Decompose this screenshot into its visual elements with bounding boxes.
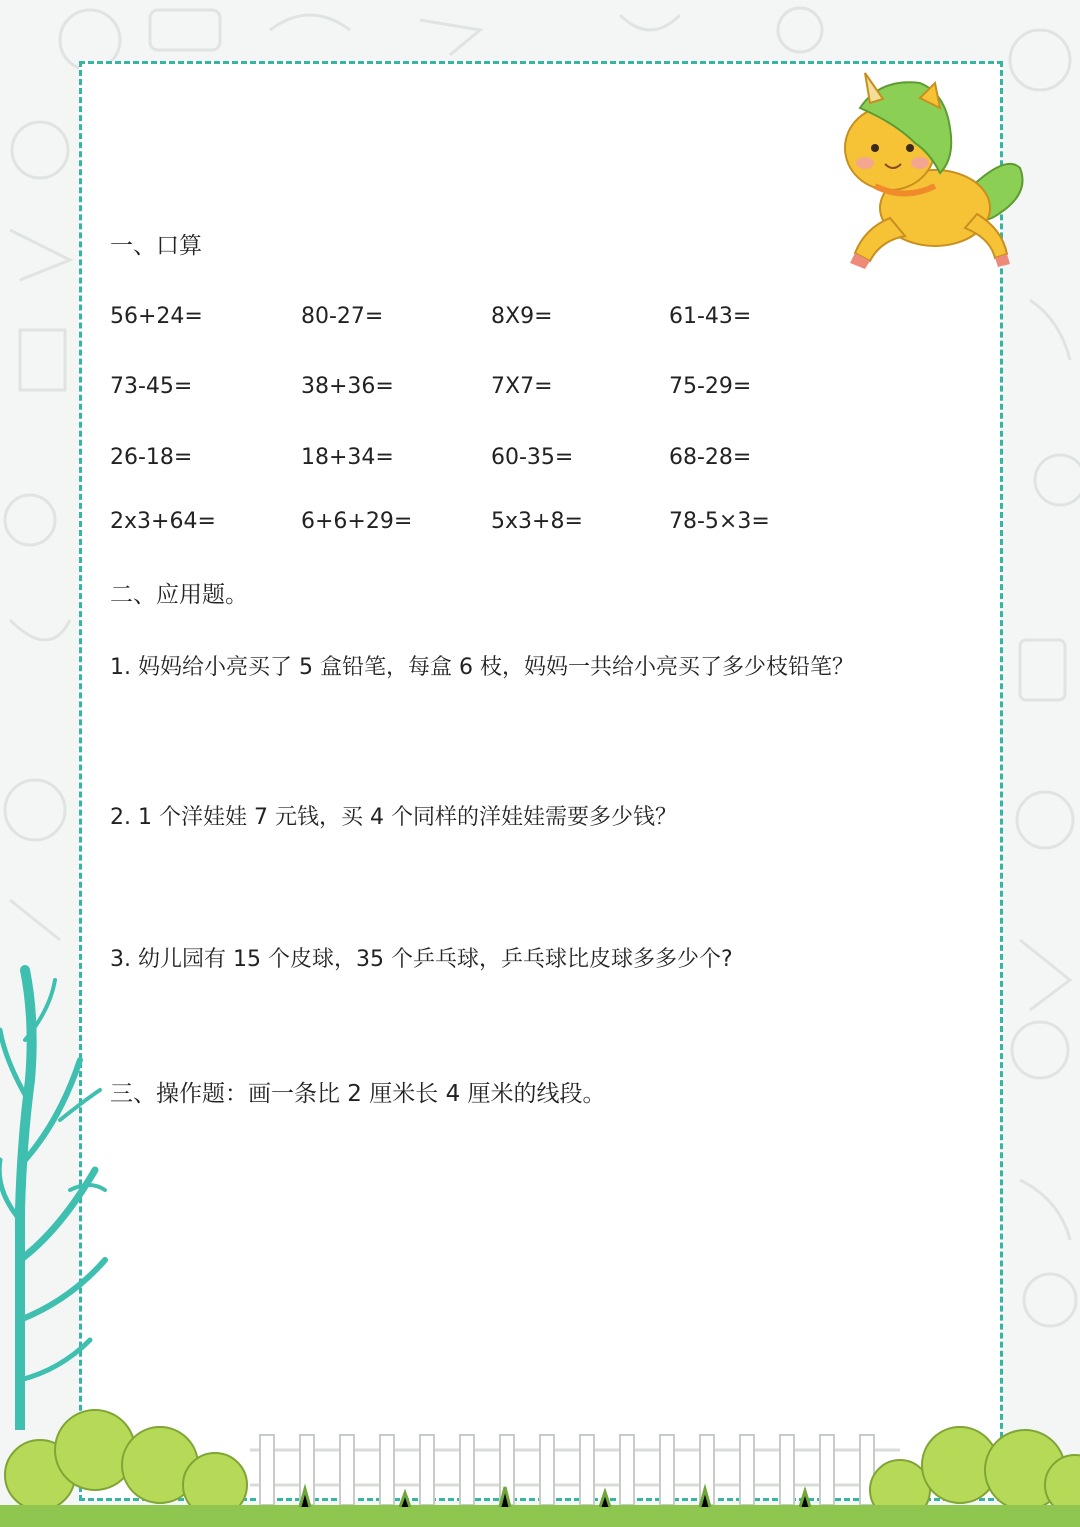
problem-2-3: 7X7= bbox=[491, 374, 553, 399]
bush-fence-illustration bbox=[0, 1395, 1080, 1527]
word-problem-1: 1. 妈妈给小亮买了 5 盒铅笔，每盒 6 枝，妈妈一共给小亮买了多少枝铅笔？ bbox=[110, 655, 854, 680]
problem-1-2: 80-27= bbox=[301, 304, 384, 329]
word-problem-3: 3. 幼儿园有 15 个皮球，35 个乒乓球，乒乓球比皮球多多少个? bbox=[110, 947, 733, 972]
worksheet-paper bbox=[79, 61, 1003, 1501]
problem-4-4: 78-5×3= bbox=[669, 509, 770, 534]
problem-2-2: 38+36= bbox=[301, 374, 394, 399]
problem-3-2: 18+34= bbox=[301, 445, 394, 470]
problem-3-1: 26-18= bbox=[110, 445, 193, 470]
problem-1-1: 56+24= bbox=[110, 304, 203, 329]
problem-1-3: 8X9= bbox=[491, 304, 553, 329]
section-1-title: 一、口算 bbox=[110, 233, 202, 259]
problem-2-4: 75-29= bbox=[669, 374, 752, 399]
problem-4-3: 5x3+8= bbox=[491, 509, 583, 534]
word-problem-2: 2. 1 个洋娃娃 7 元钱，买 4 个同样的洋娃娃需要多少钱？ bbox=[110, 805, 677, 830]
problem-3-4: 68-28= bbox=[669, 445, 752, 470]
tree-illustration bbox=[0, 960, 110, 1430]
section-2-title: 二、应用题。 bbox=[110, 582, 248, 608]
problem-1-4: 61-43= bbox=[669, 304, 752, 329]
problem-2-1: 73-45= bbox=[110, 374, 193, 399]
unicorn-illustration bbox=[835, 68, 1030, 273]
problem-3-3: 60-35= bbox=[491, 445, 574, 470]
problem-4-2: 6+6+29= bbox=[301, 509, 413, 534]
problem-4-1: 2x3+64= bbox=[110, 509, 216, 534]
section-3-title: 三、操作题：画一条比 2 厘米长 4 厘米的线段。 bbox=[110, 1081, 606, 1107]
